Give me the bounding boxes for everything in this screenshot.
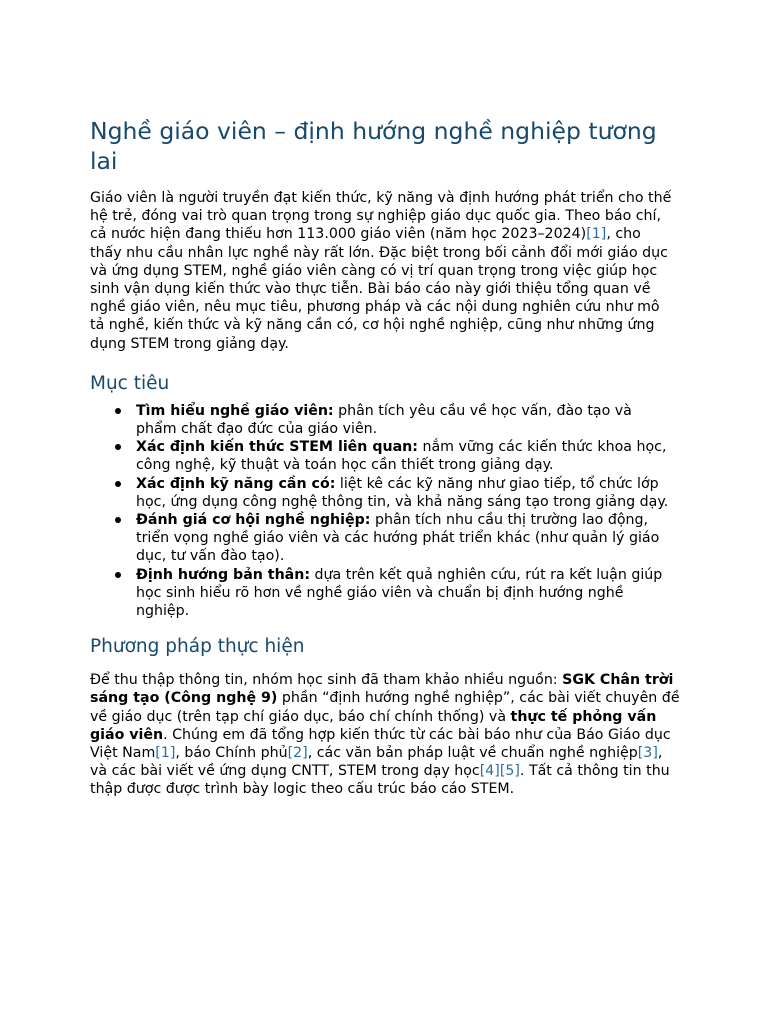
citation-link-1[interactable]: [1] <box>586 226 607 243</box>
citation-link-5[interactable]: [5] <box>499 763 520 780</box>
objectives-heading: Mục tiêu <box>90 372 170 394</box>
citation-link-3[interactable]: [3] <box>637 745 658 762</box>
list-item <box>136 566 676 621</box>
objective-label: Định hướng bản thân: <box>136 566 311 583</box>
list-item <box>136 438 676 474</box>
citation-link-2[interactable]: [2] <box>287 745 308 762</box>
method-heading: Phương pháp thực hiện <box>90 636 305 658</box>
method-bold-text: SGK Chân trời sáng tạo (Công nghệ 9) <box>90 672 674 707</box>
method-paragraph <box>90 671 680 798</box>
list-item <box>136 402 676 438</box>
list-item <box>136 475 676 511</box>
objectives-list <box>90 402 680 620</box>
objective-label: Xác định kỹ năng cần có: <box>136 475 336 492</box>
objective-text: dựa trên kết quả nghiên cứu, rút ra kết luận giúp học sinh hiểu rõ hơn về nghề giáo viên và chuẩn bị định hướng nghề nghiệp. <box>136 566 663 620</box>
intro-text: Giáo viên là người truyền đạt kiến thức, kỹ năng và định hướng phát triển cho thế hệ trẻ, đóng vai trò quan trọng trong sự nghiệp giáo dục quốc gia. Theo báo chí, cả nước hiện đang thiếu hơn 113.000 giáo viên (năm học 2023–2024) <box>90 190 672 243</box>
method-text: , báo Chính phủ <box>175 745 288 762</box>
objective-text: phân tích nhu cầu thị trường lao động, triển vọng nghề giáo viên và các hướng phát triển khác (như quản lý giáo dục, tư vấn đào tạo). <box>136 512 660 565</box>
objective-label: Xác định kiến thức STEM liên quan: <box>136 439 418 456</box>
citation-link-4[interactable]: [4] <box>479 763 500 780</box>
method-text: , và các bài viết về ứng dụng CNTT, STEM trong dạy học <box>90 745 663 780</box>
method-text: . Chúng em đã tổng hợp kiến thức từ các bài báo như của Báo Giáo dục Việt Nam <box>90 726 671 762</box>
document-title: Nghề giáo viên – định hướng nghề nghiệp tương lai <box>90 117 657 175</box>
list-item <box>136 511 676 566</box>
intro-text: , cho thấy nhu cầu nhân lực nghề này rất lớn. Đặc biệt trong bối cảnh đổi mới giáo dục và ứng dụng STEM, nghề giáo viên càng có vị trí quan trọng trong việc giúp học sinh vận dụng kiến thức vào thực tiễn. Bài báo cáo này giới thiệu tổng quan về nghề giáo viên, nêu mục tiêu, phương pháp và các nội dung nghiên cứu như mô tả nghề, kiến thức và kỹ năng cần có, cơ hội nghề nghiệp, cũng như những ứng dụng STEM trong giảng dạy. <box>90 226 668 352</box>
objective-text: liệt kê các kỹ năng như giao tiếp, tổ chức lớp học, ứng dụng công nghệ thông tin, và khả năng sáng tạo trong giảng dạy. <box>136 475 669 510</box>
intro-paragraph <box>90 189 674 353</box>
method-text: phần “định hướng nghề nghiệp”, các bài viết chuyên đề về giáo dục (trên tạp chí giáo dục, báo chí chính thống) và <box>90 690 680 725</box>
citation-link-1[interactable]: [1] <box>155 745 176 762</box>
objective-text: phân tích yêu cầu về học vấn, đào tạo và phẩm chất đạo đức của giáo viên. <box>136 402 632 438</box>
objective-label: Tìm hiểu nghề giáo viên: <box>136 402 334 419</box>
method-bold-text: thực tế phỏng vấn giáo viên <box>90 708 657 743</box>
method-text: , các văn bản pháp luật về chuẩn nghề nghiệp <box>307 745 638 762</box>
objective-text: nắm vững các kiến thức khoa học, công nghệ, kỹ thuật và toán học cần thiết trong giảng dạy. <box>136 439 667 474</box>
method-text: . Tất cả thông tin thu thập được được trình bày logic theo cấu trúc báo cáo STEM. <box>90 763 670 798</box>
objective-label: Đánh giá cơ hội nghề nghiệp: <box>136 512 371 529</box>
method-text: Để thu thập thông tin, nhóm học sinh đã tham khảo nhiều nguồn: <box>90 672 563 689</box>
document-page <box>90 116 680 799</box>
